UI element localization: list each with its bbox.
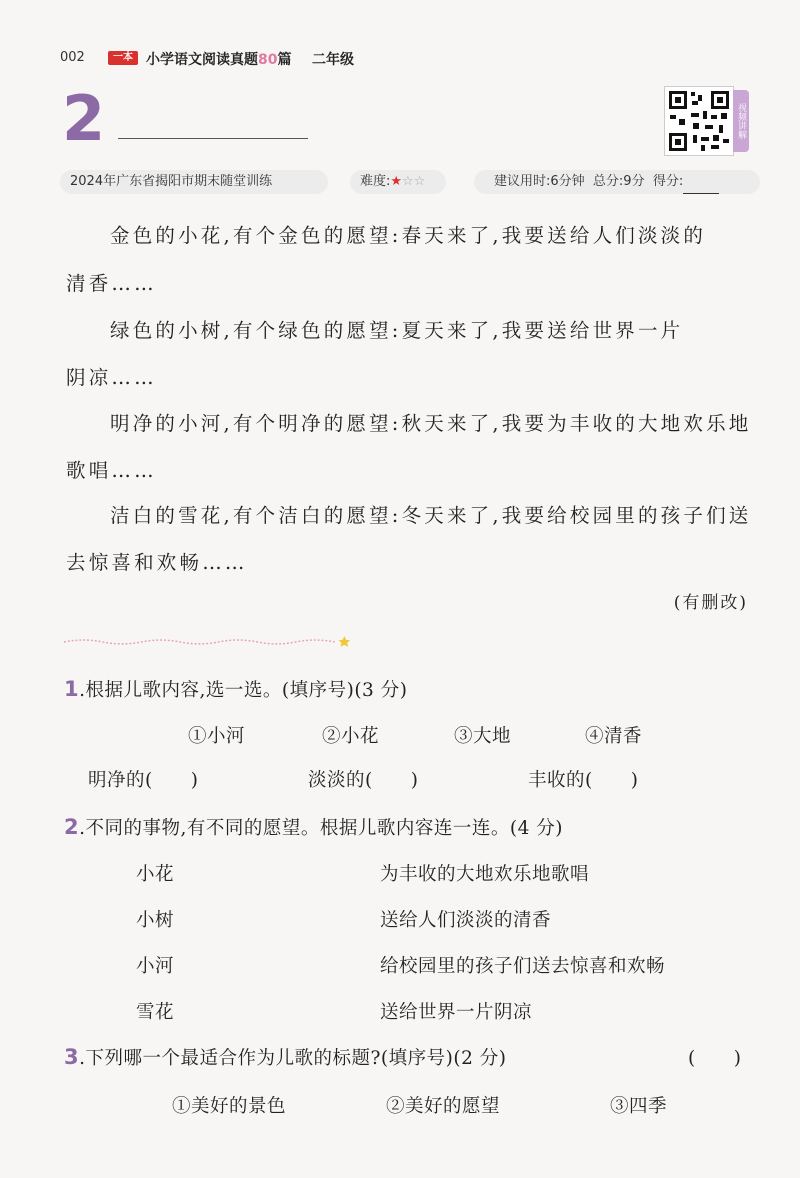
suggested-time: 建议用时:6分钟 [494,174,585,189]
difficulty-label: 难度: [360,174,391,189]
lesson-number: 2 [62,82,106,155]
q1-option-2: ②小花 [322,726,380,747]
question-1 [64,676,407,702]
question-2-number: 2 [64,815,80,839]
q2-right-2[interactable]: 送给人们淡淡的清香 [380,910,552,931]
book-title-accent: 80 [258,52,278,68]
passage-line-2: 清香…… [66,272,157,295]
passage-line-4: 阴凉…… [66,366,157,389]
qr-code[interactable] [664,86,734,156]
grade-label: 二年级 [312,52,354,68]
source-pill: 2024年广东省揭阳市期末随堂训练 [60,170,328,194]
q2-left-4[interactable]: 雪花 [136,1002,175,1023]
star-filled-icon: ★ [390,174,403,189]
score-label: 得分: [652,174,684,189]
source-note: (有删改) [673,593,748,613]
passage-line-7: 洁白的雪花,有个洁白的愿望:冬天来了,我要给校园里的孩子们送 [110,504,752,527]
star-icon [339,636,351,647]
q3-option-3: ③四季 [610,1096,668,1117]
qr-code-icon [665,87,733,155]
passage-line-1: 金色的小花,有个金色的愿望:春天来了,我要送给人们淡淡的 [110,224,707,247]
question-1-text: .根据儿歌内容,选一选。(填序号)(3 分) [79,680,408,701]
passage-line-3: 绿色的小树,有个绿色的愿望:夏天来了,我要送给世界一片 [110,319,684,342]
q2-right-4[interactable]: 送给世界一片阴凉 [380,1002,533,1023]
q2-right-1[interactable]: 为丰收的大地欢乐地歌唱 [380,864,590,885]
question-3-number: 3 [64,1045,80,1069]
question-3-text: .下列哪一个最适合作为儿歌的标题?(填序号)(2 分) [79,1048,507,1069]
q1-option-3: ③大地 [454,726,512,747]
q2-left-3[interactable]: 小河 [136,956,175,977]
star-empty-icon: ☆☆ [402,174,426,189]
score-blank[interactable] [683,179,719,194]
q3-answer-box[interactable]: ( ) [688,1048,742,1069]
q1-blank-3[interactable]: 丰收的( ) [528,770,639,791]
q1-blank-1[interactable]: 明净的( ) [88,770,199,791]
video-tab[interactable]: 视频讲解 [733,90,749,152]
q2-left-1[interactable]: 小花 [136,864,175,885]
page-number: 002 [60,50,85,65]
total-score: 总分:9分 [592,174,645,189]
q2-left-2[interactable]: 小树 [136,910,175,931]
passage-line-8: 去惊喜和欢畅…… [66,551,248,574]
time-score-pill [474,170,760,194]
q3-option-1: ①美好的景色 [172,1096,287,1117]
q2-right-3[interactable]: 给校园里的孩子们送去惊喜和欢畅 [380,956,666,977]
book-title-prefix: 小学语文阅读真题 [146,52,258,68]
publisher-logo: 一本 [108,51,138,65]
q1-blank-2[interactable]: 淡淡的( ) [308,770,419,791]
question-1-number: 1 [64,677,80,701]
question-2 [64,814,563,840]
passage-line-5: 明净的小河,有个明净的愿望:秋天来了,我要为丰收的大地欢乐地 [110,412,752,435]
title-blank-line [118,138,308,139]
book-title [146,49,291,69]
q3-option-2: ②美好的愿望 [386,1096,501,1117]
question-3 [64,1044,506,1070]
passage-line-6: 歌唱…… [66,459,157,482]
wavy-divider [64,634,354,648]
book-title-suffix: 篇 [277,52,292,68]
question-2-text: .不同的事物,有不同的愿望。根据儿歌内容连一连。(4 分) [79,818,563,839]
q1-option-4: ④清香 [585,726,643,747]
info-bar [60,170,760,194]
difficulty-pill [350,170,446,194]
q1-option-1: ①小河 [188,726,246,747]
